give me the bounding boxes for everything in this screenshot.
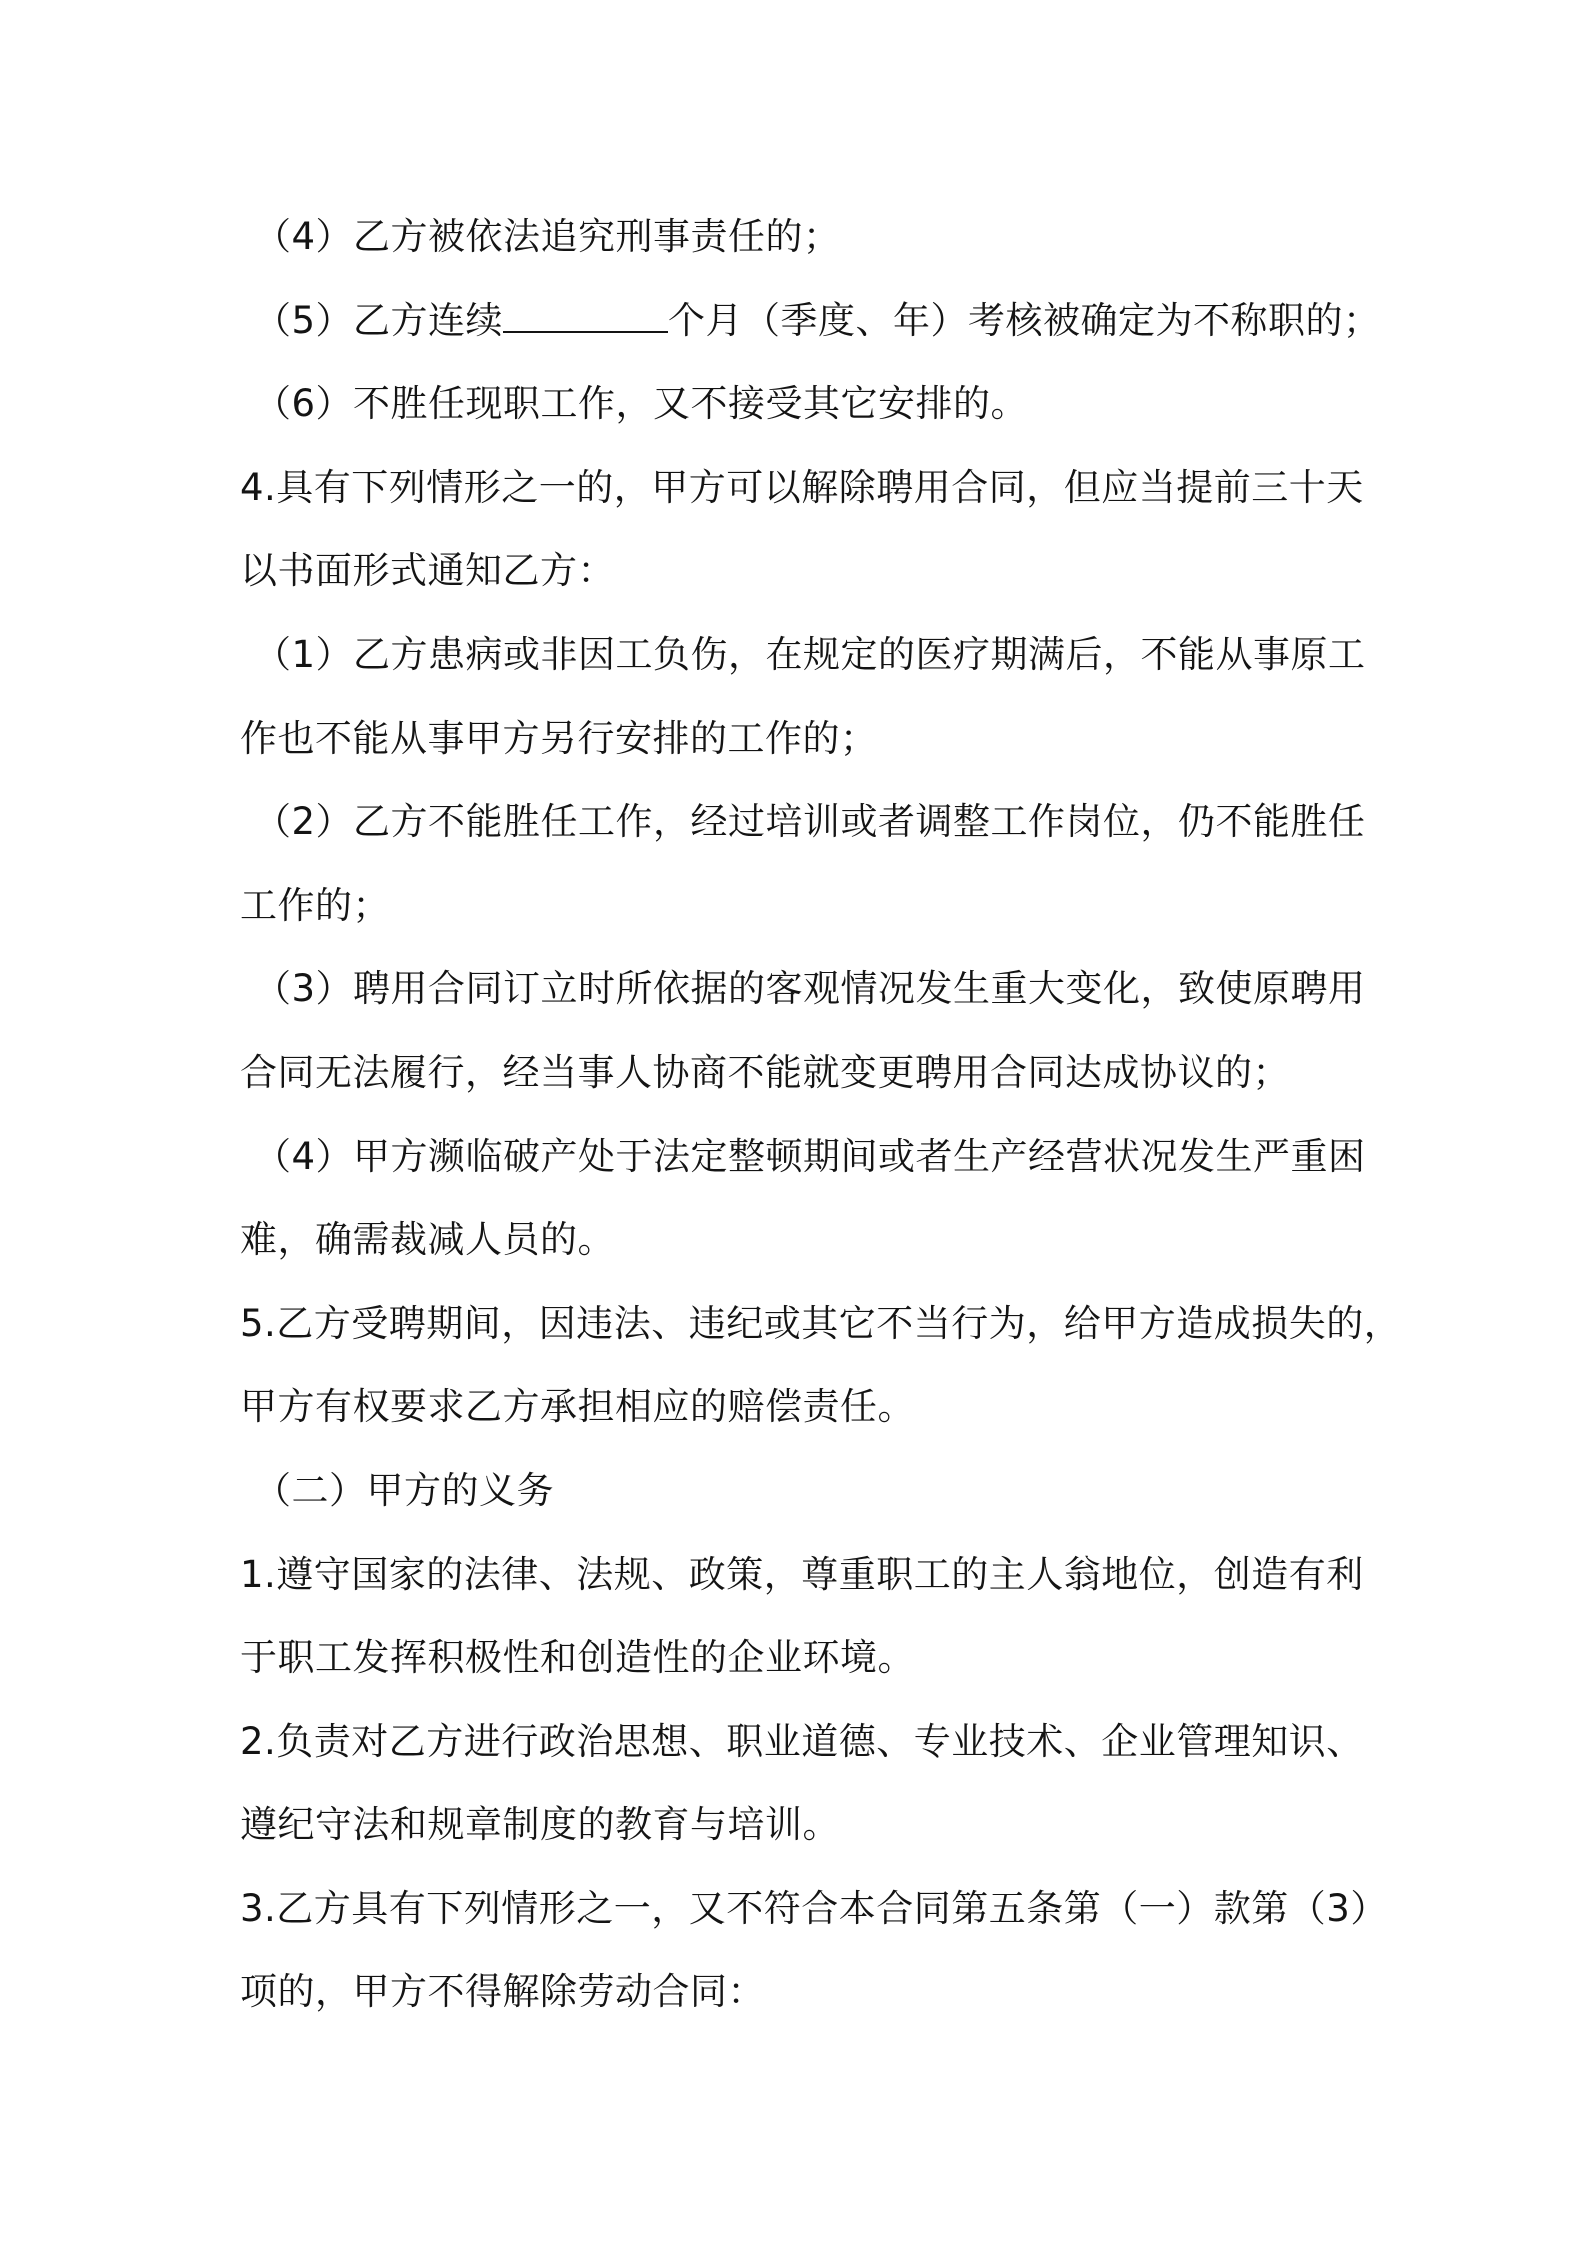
text-line: 难，确需裁减人员的。 bbox=[240, 1218, 615, 1262]
fill-in-blank bbox=[503, 301, 668, 333]
text-line: 作也不能从事甲方另行安排的工作的； bbox=[240, 716, 878, 760]
text-line: 5.乙方受聘期间，因违法、违纪或其它不当行为，给甲方造成损失的， bbox=[240, 1301, 1402, 1345]
text-line: （3）聘用合同订立时所依据的客观情况发生重大变化，致使原聘用 bbox=[254, 967, 1366, 1011]
text-line-with-blank bbox=[240, 279, 1381, 363]
text-line: 合同无法履行，经当事人协商不能就变更聘用合同达成协议的； bbox=[240, 1050, 1290, 1094]
text-line: （2）乙方不能胜任工作，经过培训或者调整工作岗位，仍不能胜任 bbox=[254, 800, 1366, 844]
text-line: 2.负责对乙方进行政治思想、职业道德、专业技术、企业管理知识、 bbox=[240, 1719, 1364, 1763]
text-line: 以书面形式通知乙方： bbox=[240, 549, 615, 593]
text-line: （4）甲方濒临破产处于法定整顿期间或者生产经营状况发生严重困 bbox=[254, 1134, 1366, 1178]
text-line: 3.乙方具有下列情形之一，又不符合本合同第五条第（一）款第（3） bbox=[240, 1886, 1388, 1930]
text-line: 项的，甲方不得解除劳动合同： bbox=[240, 1970, 765, 2014]
text-line: 4.具有下列情形之一的，甲方可以解除聘用合同，但应当提前三十天 bbox=[240, 465, 1364, 509]
text-line: （1）乙方患病或非因工负伤，在规定的医疗期满后，不能从事原工 bbox=[254, 632, 1366, 676]
text-line: 于职工发挥积极性和创造性的企业环境。 bbox=[240, 1636, 915, 1680]
text-line: 甲方有权要求乙方承担相应的赔偿责任。 bbox=[240, 1385, 915, 1429]
text-segment: （5）乙方连续 bbox=[254, 298, 504, 342]
text-segment: 个月（季度、年）考核被确定为不称职的； bbox=[668, 298, 1381, 342]
text-line: （6）不胜任现职工作，又不接受其它安排的。 bbox=[254, 382, 1029, 426]
text-line: 遵纪守法和规章制度的教育与培训。 bbox=[240, 1803, 840, 1847]
document-body bbox=[240, 195, 1402, 2034]
text-line: （4）乙方被依法追究刑事责任的； bbox=[254, 215, 841, 258]
section-heading: （二）甲方的义务 bbox=[254, 1468, 554, 1512]
text-line: 1.遵守国家的法律、法规、政策，尊重职工的主人翁地位，创造有利 bbox=[240, 1552, 1364, 1596]
text-line: 工作的； bbox=[240, 883, 390, 927]
